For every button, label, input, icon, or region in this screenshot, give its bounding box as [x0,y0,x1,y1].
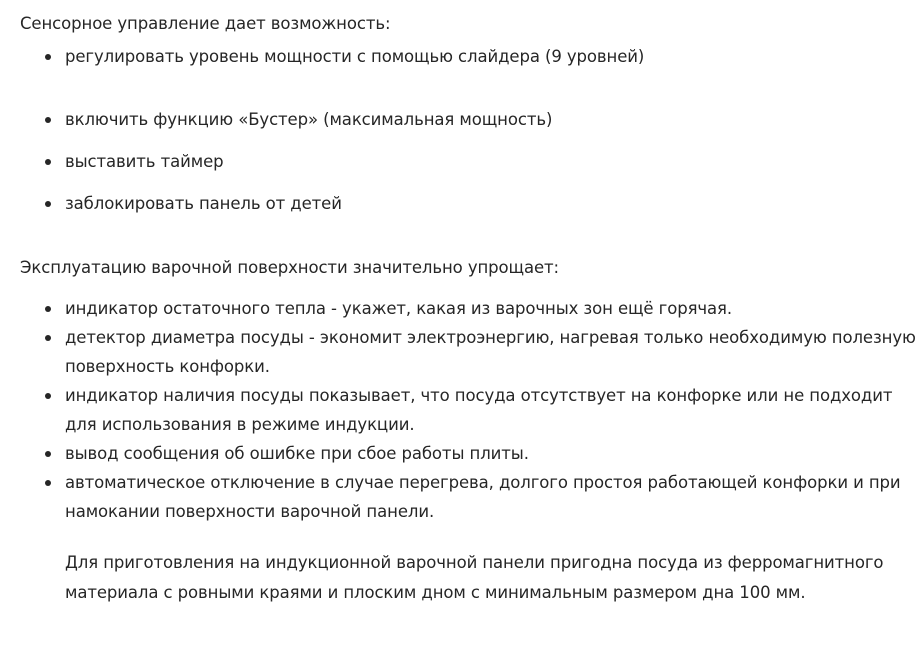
list-item [45,381,917,439]
bullet-icon [45,201,51,207]
list-item-text: выставить таймер [65,152,224,171]
features-heading: Эксплуатацию варочной поверхности значительно упрощает: [20,258,560,277]
intro-heading: Сенсорное управление дает возможность: [20,14,391,33]
list-item [45,323,917,381]
list-item [45,189,865,218]
bullet-icon [45,480,51,486]
bullet-icon [45,451,51,457]
bullet-icon [45,54,51,60]
list-item-text: индикатор наличия посуды показывает, что посуда отсутствует на конфорке или не подходит для использования в режиме индукции. [65,386,893,434]
list-item-text: автоматическое отключение в случае перегрева, долгого простоя работающей конфорки и при намокании поверхности варочной панели. [65,473,901,521]
bullet-icon [45,159,51,165]
list-item [45,468,917,526]
list-item-text: регулировать уровень мощности с помощью слайдера (9 уровней) [65,47,645,66]
list-item [45,439,917,468]
bullet-icon [45,393,51,399]
bullet-icon [45,306,51,312]
bullet-icon [45,117,51,123]
list-item-text: детектор диаметра посуды - экономит электроэнергию, нагревая только необходимую полезную поверхность конфорки. [65,328,916,376]
list-item-text: вывод сообщения об ошибке при сбое работы плиты. [65,444,529,463]
list-item [45,105,865,134]
list-item [45,147,865,176]
bullet-icon [45,335,51,341]
list-item-text: индикатор остаточного тепла - укажет, какая из варочных зон ещё горячая. [65,299,733,318]
list-item-text: включить функцию «Бустер» (максимальная мощность) [65,110,553,129]
list-item [45,42,865,71]
features-list [45,294,917,526]
list-item-text: заблокировать панель от детей [65,194,342,213]
note-paragraph: Для приготовления на индукционной варочной панели пригодна посуда из ферромагнитного материала с ровными краями и плоским дном с минимальным размером дна 100 мм. [65,553,884,602]
list-item [45,294,917,323]
